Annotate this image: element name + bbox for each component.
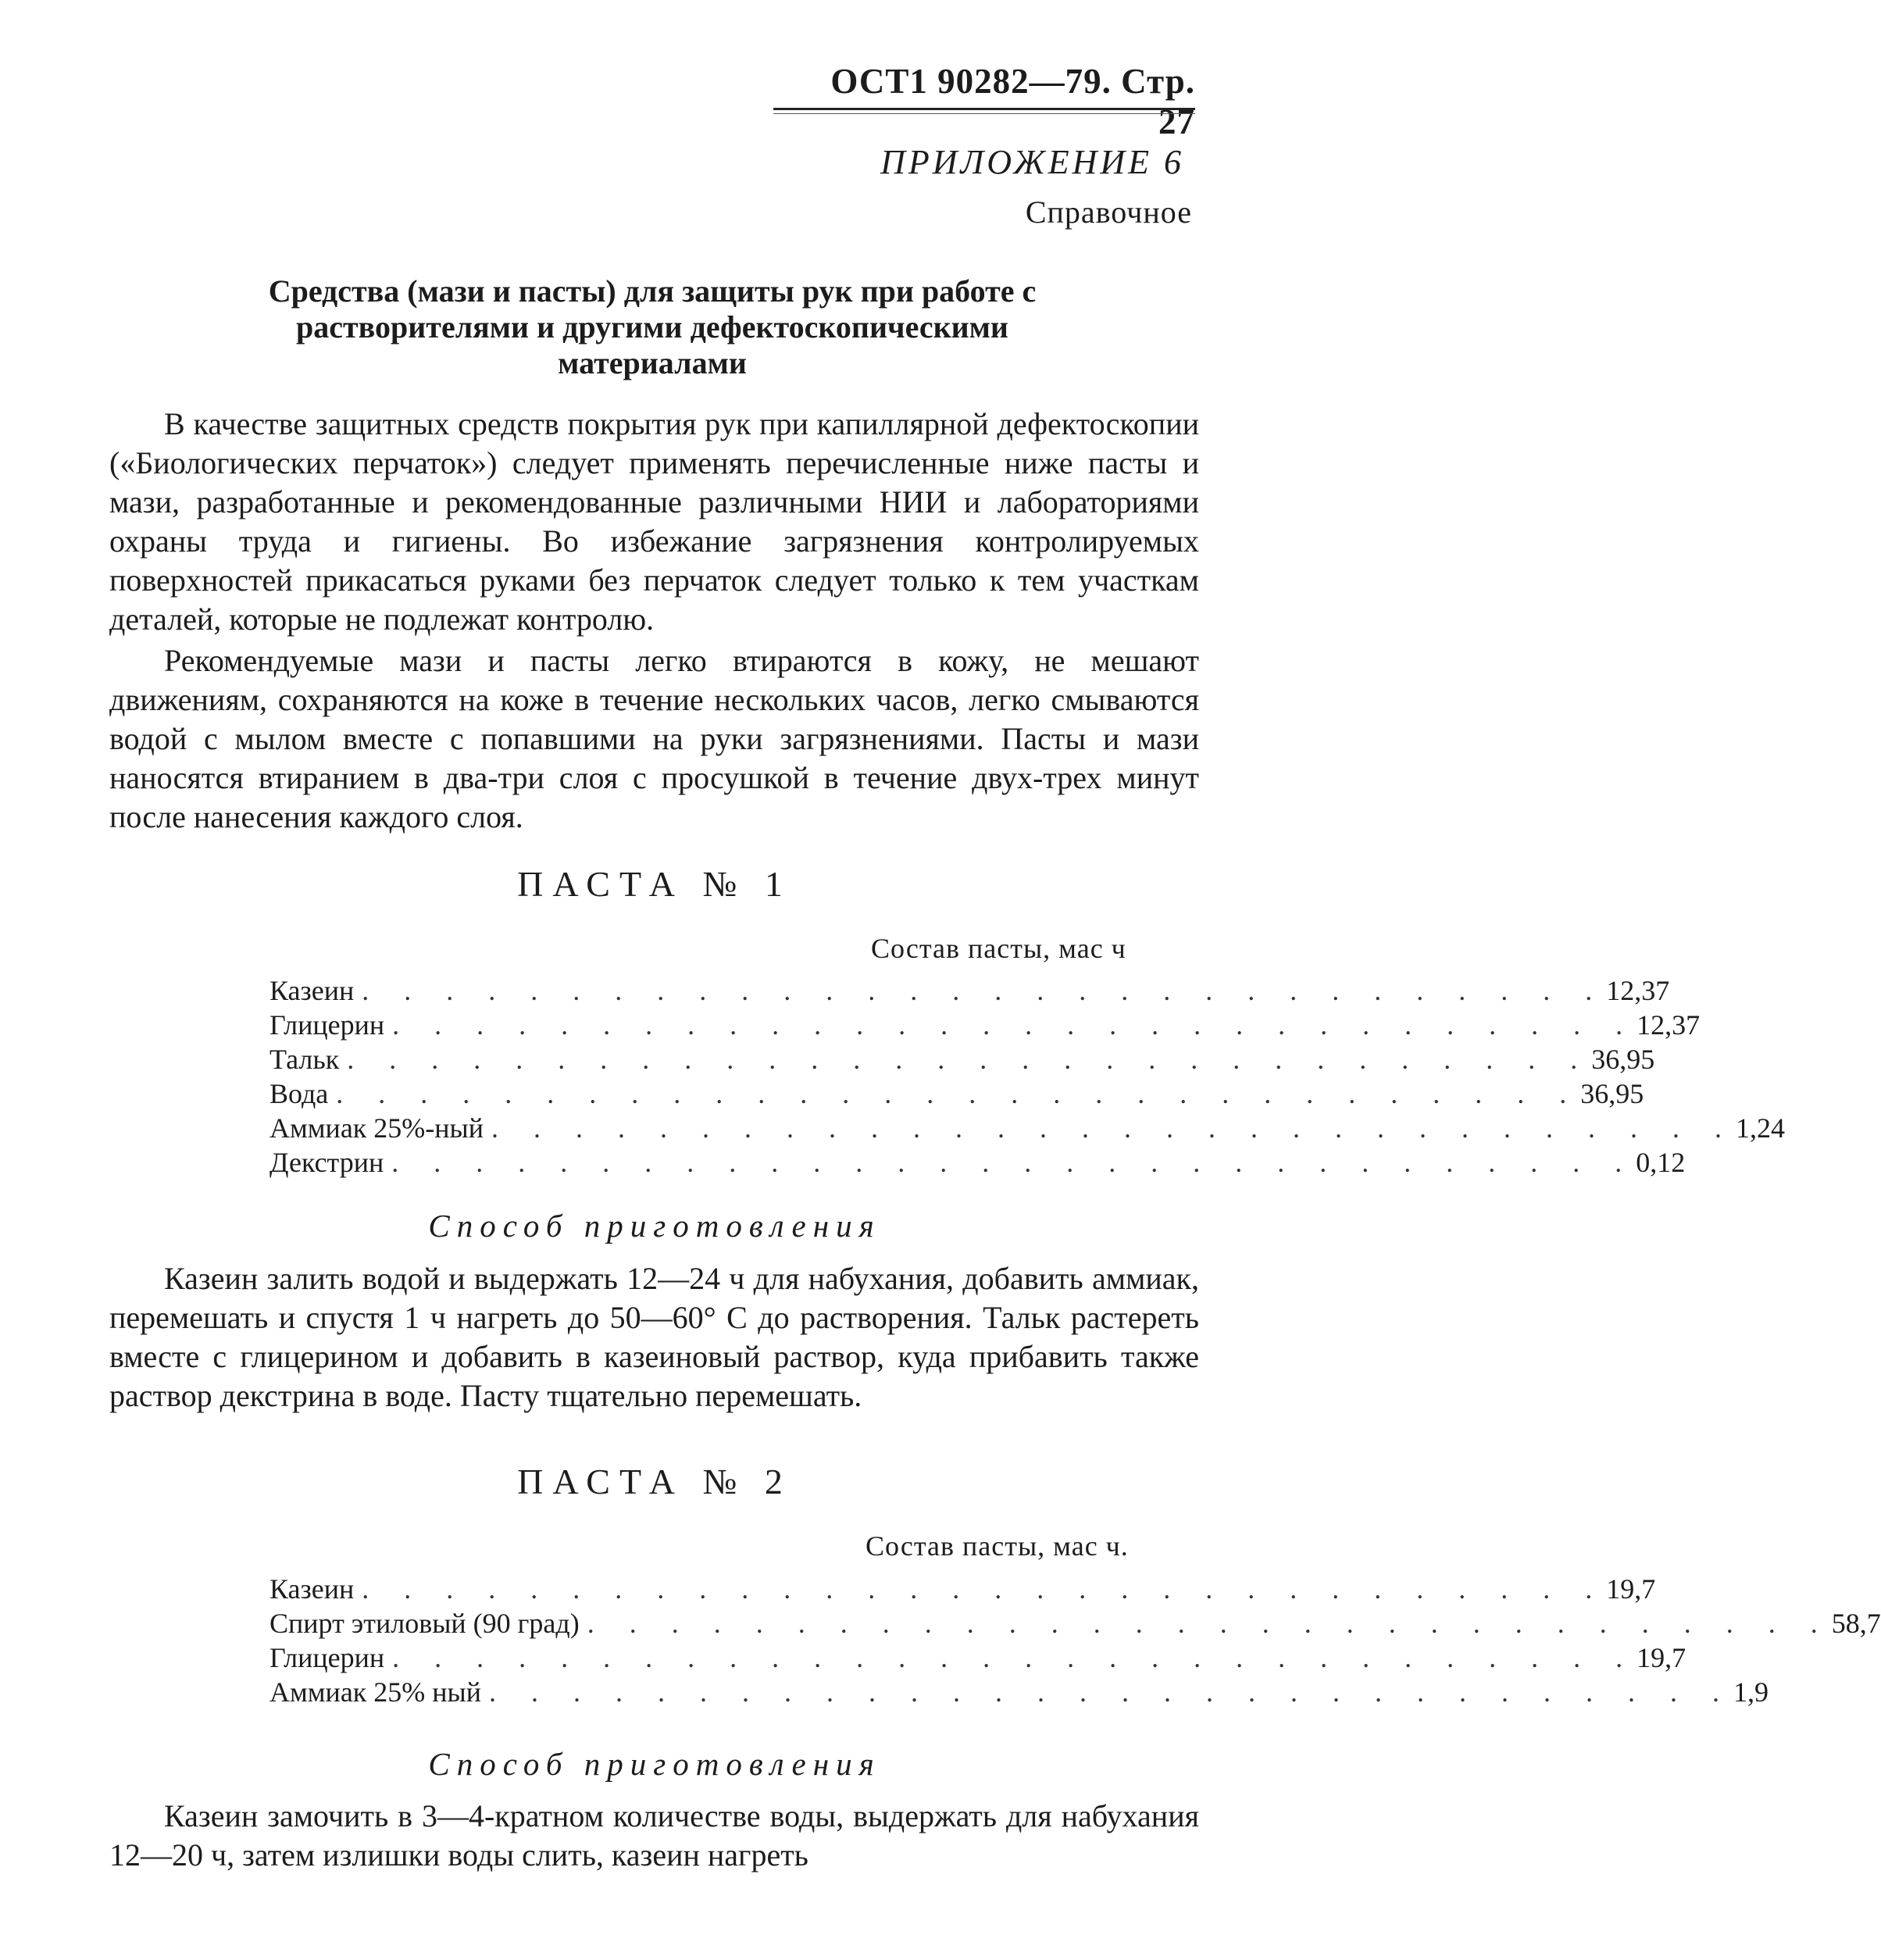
- table-row: [269, 1573, 1656, 1607]
- ingredient-value: 12,37: [1606, 975, 1670, 1006]
- leader-dots: . . . . . . . . . . . . . . . . . . . . . . . . . . . . . .: [491, 1112, 1736, 1144]
- table-row: [269, 974, 1670, 1009]
- paste1-composition-table: [269, 974, 1785, 1180]
- ingredient-value: 19,7: [1606, 1573, 1656, 1605]
- appendix-type: Справочное: [1025, 195, 1192, 230]
- header-rule: [773, 108, 1195, 110]
- ingredient-name: Тальк: [269, 1044, 340, 1075]
- paste1-composition-caption: Состав пасты, мас ч: [871, 933, 1126, 964]
- leader-dots: . . . . . . . . . . . . . . . . . . . . . . . . . . . . . .: [587, 1608, 1832, 1639]
- paste1-method-text: Казеин залить водой и выдержать 12—24 ч для набухания, добавить аммиак, перемешать и спустя 1 ч нагреть до 50—60° С до растворения. Тальк растереть вместе с глицерином и добавить в казеиновый раствор, куда прибавить также раствор декстрина в воде. Пасту тщательно перемешать.: [109, 1261, 1199, 1413]
- ingredient-value: 36,95: [1591, 1044, 1655, 1075]
- table-row: [269, 1009, 1701, 1043]
- ingredient-name: Глицерин: [269, 1642, 385, 1673]
- document-title: Средства (мази и пасты) для защиты рук при работе с растворителями и другими дефектоскопическими материалами: [268, 273, 1037, 380]
- ingredient-value: 58,7: [1831, 1608, 1881, 1639]
- leader-dots: . . . . . . . . . . . . . . . . . . . . . . . . . . . . . .: [392, 1642, 1637, 1673]
- appendix-label: ПРИЛОЖЕНИЕ 6: [880, 143, 1184, 181]
- leader-dots: . . . . . . . . . . . . . . . . . . . . . . . . . . . . . .: [391, 1147, 1637, 1178]
- leader-dots: . . . . . . . . . . . . . . . . . . . . . . . . . . . . . .: [347, 1044, 1592, 1075]
- paragraph-recommendations: Рекомендуемые мази и пасты легко втираются в кожу, не мешают движениям, сохраняются на коже в течение нескольких часов, легко смываются водой с мылом вместе с попавшими на руки загрязнениями. Пасты и мази наносятся втиранием в два-три слоя с просушкой в течение двух-трех минут после нанесения каждого слоя.: [109, 643, 1199, 834]
- paste2-method-text: Казеин замочить в 3—4-кратном количестве воды, выдержать для набухания 12—20 ч, затем излишки воды слить, казеин нагреть: [109, 1798, 1199, 1873]
- header-rule-thin: [773, 113, 1195, 114]
- document-reference: ОСТ1 90282—79. Стр. 27: [830, 62, 1195, 141]
- ingredient-name: Декстрин: [269, 1147, 384, 1178]
- ingredient-name: Казеин: [269, 1573, 355, 1605]
- ingredient-value: 36,95: [1580, 1078, 1644, 1109]
- ingredient-name: Казеин: [269, 975, 355, 1006]
- table-row: [269, 1077, 1644, 1112]
- leader-dots: . . . . . . . . . . . . . . . . . . . . . . . . . . . . . .: [392, 1009, 1637, 1041]
- ingredient-name: Вода: [269, 1078, 329, 1109]
- ingredient-value: 0,12: [1636, 1147, 1686, 1178]
- table-row: [269, 1043, 1655, 1077]
- ingredient-value: 19,7: [1637, 1642, 1686, 1673]
- leader-dots: . . . . . . . . . . . . . . . . . . . . . . . . . . . . . .: [489, 1676, 1734, 1708]
- ingredient-name: Спирт этиловый (90 град): [269, 1608, 580, 1639]
- paragraph-intro: В качестве защитных средств покрытия рук при капиллярной дефектоскопии («Биологических перчаток») следует применять перечисленные ниже пасты и мази, разработанные и рекомендованные различными НИИ и лабораториями охраны труда и гигиены. Во избежание загрязнения контролируемых поверхностей прикасаться руками без перчаток следует только к тем участкам деталей, которые не подлежат контролю.: [109, 406, 1199, 637]
- table-row: [269, 1641, 1686, 1676]
- paste1-heading: ПАСТА № 1: [517, 864, 792, 904]
- table-row: [269, 1146, 1686, 1180]
- leader-dots: . . . . . . . . . . . . . . . . . . . . . . . . . . . . . .: [362, 975, 1607, 1006]
- ingredient-name: Глицерин: [269, 1009, 385, 1041]
- ingredient-value: 12,37: [1637, 1009, 1701, 1041]
- table-row: [269, 1676, 1769, 1710]
- paste2-composition-table: [269, 1573, 1881, 1710]
- table-row: [269, 1112, 1785, 1146]
- paste1-method-heading: Способ приготовления: [428, 1208, 881, 1244]
- ingredient-value: 1,24: [1736, 1112, 1785, 1144]
- paste2-heading: ПАСТА № 2: [517, 1462, 792, 1501]
- ingredient-name: Аммиак 25% ный: [269, 1676, 482, 1708]
- ingredient-value: 1,9: [1733, 1676, 1769, 1708]
- paste2-method-heading: Способ приготовления: [428, 1746, 881, 1782]
- paste2-composition-caption: Состав пасты, мас ч.: [866, 1530, 1129, 1562]
- ingredient-name: Аммиак 25%-ный: [269, 1112, 484, 1144]
- leader-dots: . . . . . . . . . . . . . . . . . . . . . . . . . . . . . .: [362, 1573, 1607, 1605]
- table-row: [269, 1607, 1881, 1641]
- leader-dots: . . . . . . . . . . . . . . . . . . . . . . . . . . . . . .: [336, 1078, 1581, 1109]
